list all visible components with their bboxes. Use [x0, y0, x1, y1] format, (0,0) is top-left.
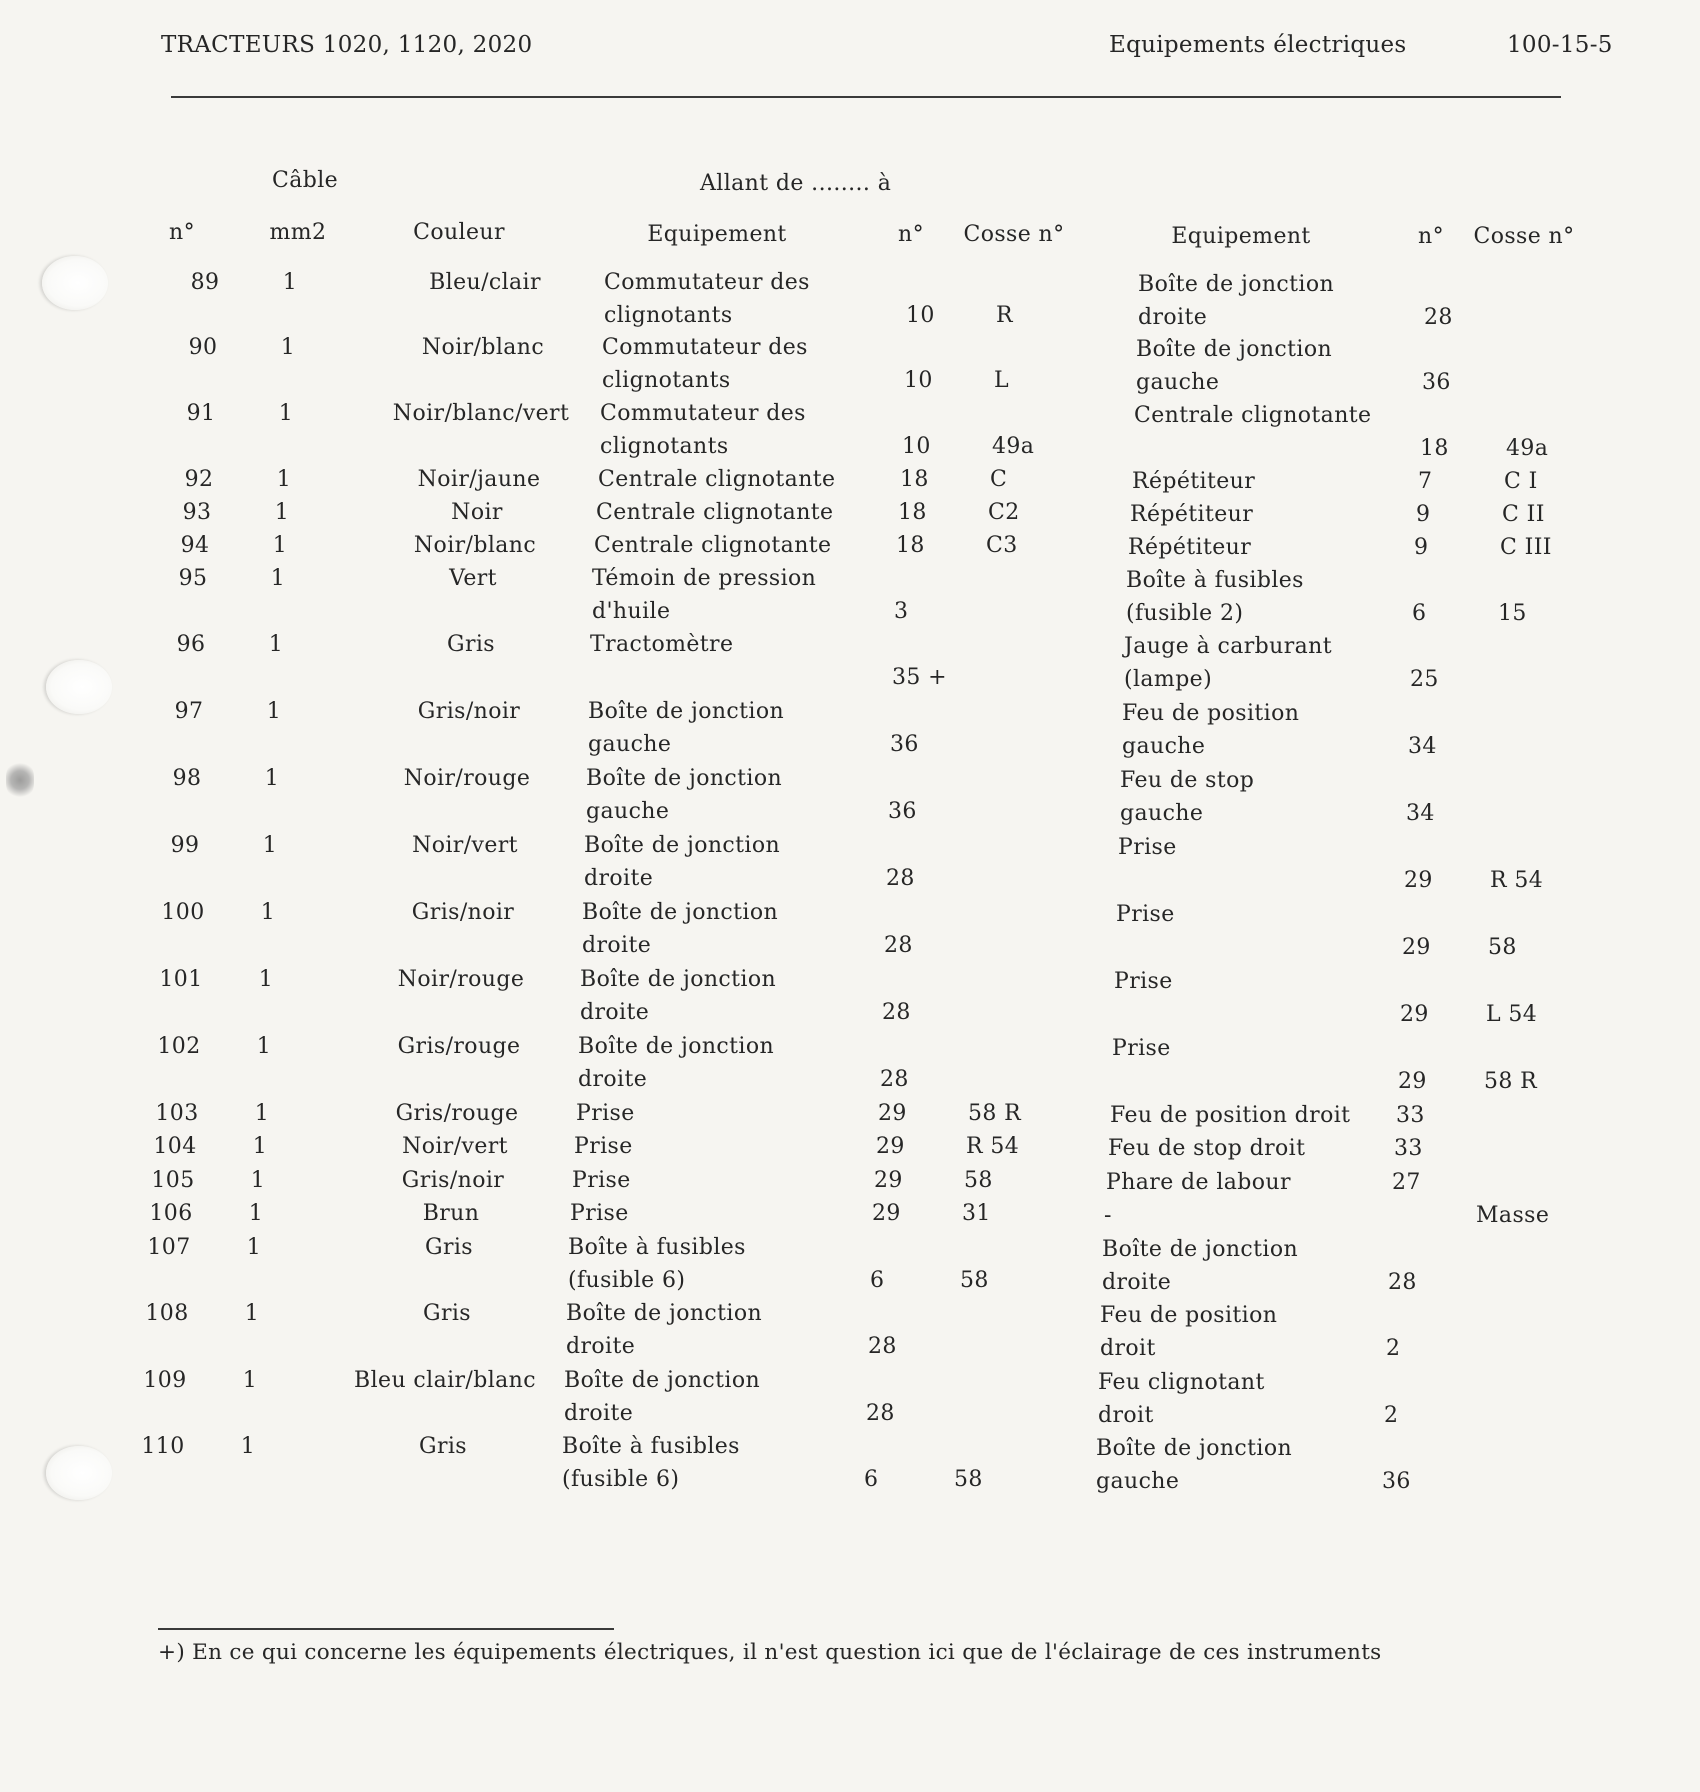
cell-equipement-from: gauche: [586, 799, 670, 824]
cell-no-from: 28: [868, 1334, 897, 1359]
cell-couleur: Noir/blanc/vert: [392, 401, 570, 426]
cell-equipement-to: droit: [1098, 1403, 1154, 1428]
cell-couleur: Gris: [418, 1434, 468, 1459]
cell-no-to: 2: [1386, 1336, 1401, 1361]
cell-equipement-from: d'huile: [592, 599, 671, 624]
cell-mm2: 1: [248, 1201, 264, 1226]
cell-equipement-from: Boîte de jonction: [566, 1301, 763, 1326]
cell-no-from: 35 +: [892, 665, 948, 690]
cell-equipement-from: Prise: [570, 1201, 629, 1226]
cell-equipement-from: Boîte à fusibles: [568, 1235, 746, 1260]
cell-equipement-from: Boîte de jonction: [580, 967, 777, 992]
cell-wire-no: 108: [145, 1301, 189, 1326]
cell-no-to: 33: [1396, 1103, 1425, 1128]
cell-wire-no: 91: [186, 401, 216, 426]
cell-wire-no: 90: [188, 335, 218, 360]
cell-cosse-from: 49a: [992, 434, 1035, 459]
cell-equipement-from: Centrale clignotante: [594, 533, 832, 558]
cell-couleur: Gris: [424, 1235, 474, 1260]
cell-equipement-to: Jauge à carburant: [1124, 634, 1332, 659]
cell-cosse-from: 31: [962, 1201, 991, 1226]
cell-equipement-from: Commutateur des: [600, 401, 806, 426]
footnote: +) En ce qui concerne les équipements électriques, il n'est question ici que de l'éclairage de ces instruments: [158, 1640, 1382, 1665]
cell-wire-no: 102: [157, 1034, 201, 1059]
cell-equipement-from: (fusible 6): [568, 1268, 686, 1293]
cell-cosse-to: Masse: [1476, 1203, 1550, 1228]
cell-wire-no: 93: [182, 500, 212, 525]
footnote-rule: [158, 1628, 614, 1630]
cell-cosse-from: 58: [954, 1467, 983, 1492]
cell-equipement-to: Prise: [1114, 969, 1173, 994]
cell-no-from: 18: [896, 533, 925, 558]
cell-equipement-from: Centrale clignotante: [596, 500, 834, 525]
cell-equipement-from: Boîte à fusibles: [562, 1434, 740, 1459]
cell-equipement-to: Feu de position: [1122, 701, 1300, 726]
cell-no-to: 6: [1412, 601, 1427, 626]
cell-wire-no: 104: [153, 1134, 197, 1159]
cell-no-from: 18: [898, 500, 927, 525]
cell-cosse-from: R 54: [966, 1134, 1020, 1159]
cell-couleur: Gris: [446, 632, 496, 657]
cell-equipement-to: gauche: [1120, 801, 1204, 826]
col-header-cosse-from: Cosse n°: [963, 222, 1065, 247]
cell-mm2: 1: [258, 967, 274, 992]
cell-no-from: 28: [882, 1000, 911, 1025]
cell-cosse-to: 15: [1498, 601, 1527, 626]
cell-no-to: 28: [1388, 1270, 1417, 1295]
cell-equipement-to: Boîte de jonction: [1096, 1436, 1293, 1461]
cell-cosse-to: C II: [1502, 502, 1545, 527]
col-header-equipement-to: Equipement: [1171, 224, 1311, 249]
cell-no-to: 25: [1410, 667, 1439, 692]
cell-equipement-from: Prise: [574, 1134, 633, 1159]
cell-couleur: Noir: [451, 500, 503, 525]
cell-equipement-to: Feu de stop droit: [1108, 1136, 1306, 1161]
cell-no-to: 29: [1400, 1002, 1429, 1027]
cell-couleur: Gris/rouge: [397, 1034, 521, 1059]
cell-equipement-from: Boîte de jonction: [588, 699, 785, 724]
cell-equipement-to: Répétiteur: [1128, 535, 1252, 560]
cell-couleur: Vert: [449, 566, 497, 591]
cell-equipement-to: Boîte de jonction: [1138, 272, 1335, 297]
cell-mm2: 1: [280, 335, 296, 360]
punch-hole: [46, 660, 112, 714]
cell-mm2: 1: [266, 699, 282, 724]
cell-cosse-to: C III: [1500, 535, 1552, 560]
cell-cosse-from: C2: [988, 500, 1020, 525]
cell-equipement-from: Boîte de jonction: [586, 766, 783, 791]
cell-no-from: 29: [874, 1168, 903, 1193]
cell-couleur: Noir/vert: [412, 833, 518, 858]
cell-no-from: 3: [894, 599, 909, 624]
cell-no-to: 28: [1424, 305, 1453, 330]
cell-mm2: 1: [252, 1134, 268, 1159]
header-section: Equipements électriques: [1109, 32, 1407, 58]
cell-mm2: 1: [282, 270, 298, 295]
cell-equipement-from: Boîte de jonction: [582, 900, 779, 925]
punch-hole: [46, 1446, 112, 1500]
cell-equipement-from: gauche: [588, 732, 672, 757]
col-header-no-to: n°: [1418, 224, 1444, 249]
cell-cosse-to: 58: [1488, 935, 1517, 960]
cell-mm2: 1: [254, 1101, 270, 1126]
cell-no-from: 29: [876, 1134, 905, 1159]
cell-couleur: Noir/vert: [402, 1134, 508, 1159]
cell-cosse-from: C3: [986, 533, 1018, 558]
cable-heading: Câble: [272, 168, 339, 193]
cell-mm2: 1: [276, 467, 292, 492]
cell-equipement-from: Boîte de jonction: [584, 833, 781, 858]
cell-mm2: 1: [270, 566, 286, 591]
cell-cosse-to: R 54: [1490, 868, 1544, 893]
cell-no-to: 7: [1418, 469, 1433, 494]
cell-no-to: 36: [1422, 370, 1451, 395]
header-page-number: 100-15-5: [1507, 32, 1613, 58]
cell-equipement-to: Feu clignotant: [1098, 1370, 1265, 1395]
cell-cosse-from: R: [996, 303, 1013, 328]
cell-equipement-from: clignotants: [602, 368, 731, 393]
cell-no-from: 28: [866, 1401, 895, 1426]
cell-equipement-from: clignotants: [600, 434, 729, 459]
cell-mm2: 1: [272, 533, 288, 558]
cell-no-from: 28: [886, 866, 915, 891]
cell-wire-no: 103: [155, 1101, 199, 1126]
cell-equipement-to: Prise: [1118, 835, 1177, 860]
cell-equipement-to: Boîte à fusibles: [1126, 568, 1304, 593]
col-header-equipement-from: Equipement: [647, 222, 787, 247]
cell-no-from: 6: [870, 1268, 885, 1293]
cell-wire-no: 95: [178, 566, 208, 591]
cell-mm2: 1: [278, 401, 294, 426]
cell-couleur: Noir/rouge: [403, 766, 531, 791]
cell-no-from: 29: [872, 1201, 901, 1226]
cell-equipement-from: clignotants: [604, 303, 733, 328]
cell-equipement-to: droite: [1138, 305, 1208, 330]
cell-mm2: 1: [264, 766, 280, 791]
cell-no-from: 10: [906, 303, 935, 328]
cell-no-to: 27: [1392, 1170, 1421, 1195]
cell-equipement-to: (lampe): [1124, 667, 1213, 692]
cell-equipement-from: droite: [578, 1067, 648, 1092]
cell-wire-no: 105: [151, 1168, 195, 1193]
cell-no-to: 34: [1408, 734, 1437, 759]
cell-couleur: Noir/jaune: [417, 467, 541, 492]
cell-equipement-from: Commutateur des: [604, 270, 810, 295]
cell-mm2: 1: [262, 833, 278, 858]
cell-cosse-from: 58 R: [968, 1101, 1022, 1126]
cell-no-to: 34: [1406, 801, 1435, 826]
cell-no-to: 9: [1416, 502, 1431, 527]
cell-wire-no: 99: [170, 833, 200, 858]
cell-couleur: Gris/noir: [401, 1168, 505, 1193]
cell-no-from: 36: [890, 732, 919, 757]
allant-heading: Allant de ........ à: [700, 171, 892, 196]
cell-couleur: Noir/blanc: [413, 533, 537, 558]
cell-cosse-to: C I: [1504, 469, 1538, 494]
cell-couleur: Gris/rouge: [395, 1101, 519, 1126]
cell-equipement-from: Tractomètre: [590, 632, 734, 657]
cell-equipement-to: Feu de stop: [1120, 768, 1255, 793]
cell-cosse-to: L 54: [1486, 1002, 1538, 1027]
cell-no-from: 10: [904, 368, 933, 393]
cell-couleur: Gris/noir: [411, 900, 515, 925]
cell-equipement-from: droite: [564, 1401, 634, 1426]
cell-wire-no: 101: [159, 967, 203, 992]
cell-equipement-to: Centrale clignotante: [1134, 403, 1372, 428]
cell-mm2: 1: [250, 1168, 266, 1193]
cell-equipement-from: Prise: [576, 1101, 635, 1126]
cell-wire-no: 100: [161, 900, 205, 925]
punch-hole: [42, 256, 108, 310]
cell-no-to: 29: [1404, 868, 1433, 893]
cell-equipement-to: -: [1104, 1203, 1112, 1228]
cell-cosse-from: 58: [964, 1168, 993, 1193]
cell-equipement-to: Prise: [1116, 902, 1175, 927]
cell-no-from: 6: [864, 1467, 879, 1492]
cell-no-from: 36: [888, 799, 917, 824]
col-header-no-from: n°: [898, 222, 924, 247]
col-header-no: n°: [169, 220, 195, 245]
header-title: TRACTEURS 1020, 1120, 2020: [161, 32, 533, 58]
cell-wire-no: 96: [176, 632, 206, 657]
cell-wire-no: 89: [190, 270, 220, 295]
cell-no-from: 10: [902, 434, 931, 459]
cell-equipement-from: droite: [582, 933, 652, 958]
cell-equipement-to: droite: [1102, 1270, 1172, 1295]
cell-equipement-from: Prise: [572, 1168, 631, 1193]
cell-couleur: Noir/blanc: [421, 335, 545, 360]
cell-equipement-to: Feu de position: [1100, 1303, 1278, 1328]
cell-wire-no: 92: [184, 467, 214, 492]
cell-wire-no: 97: [174, 699, 204, 724]
cell-equipement-from: Témoin de pression: [592, 566, 817, 591]
cell-mm2: 1: [268, 632, 284, 657]
cell-no-to: 9: [1414, 535, 1429, 560]
cell-equipement-to: (fusible 2): [1126, 601, 1244, 626]
cell-mm2: 1: [240, 1434, 256, 1459]
cell-couleur: Brun: [422, 1201, 480, 1226]
cell-mm2: 1: [256, 1034, 272, 1059]
cell-equipement-to: Boîte de jonction: [1102, 1237, 1299, 1262]
cell-cosse-from: 58: [960, 1268, 989, 1293]
col-header-mm2: mm2: [269, 220, 327, 245]
cell-couleur: Bleu clair/blanc: [354, 1368, 536, 1393]
cell-couleur: Gris: [422, 1301, 472, 1326]
cell-equipement-to: Répétiteur: [1132, 469, 1256, 494]
cell-mm2: 1: [246, 1235, 262, 1260]
cell-wire-no: 109: [143, 1368, 187, 1393]
cell-mm2: 1: [260, 900, 276, 925]
col-header-couleur: Couleur: [413, 220, 505, 245]
cell-wire-no: 107: [147, 1235, 191, 1260]
cell-wire-no: 110: [141, 1434, 185, 1459]
cell-no-from: 29: [878, 1101, 907, 1126]
cell-couleur: Bleu/clair: [429, 270, 541, 295]
cell-equipement-to: Boîte de jonction: [1136, 337, 1333, 362]
cell-no-to: 29: [1402, 935, 1431, 960]
cell-cosse-from: C: [990, 467, 1008, 492]
cell-equipement-from: Centrale clignotante: [598, 467, 836, 492]
cell-no-from: 18: [900, 467, 929, 492]
ink-smudge: [6, 762, 34, 798]
cell-equipement-to: gauche: [1096, 1469, 1180, 1494]
cell-equipement-to: Phare de labour: [1106, 1170, 1291, 1195]
cell-no-from: 28: [884, 933, 913, 958]
cell-cosse-to: 58 R: [1484, 1069, 1538, 1094]
cell-equipement-from: (fusible 6): [562, 1467, 680, 1492]
cell-cosse-to: 49a: [1506, 436, 1549, 461]
cell-mm2: 1: [274, 500, 290, 525]
cell-mm2: 1: [242, 1368, 258, 1393]
cell-equipement-from: droite: [584, 866, 654, 891]
cell-no-from: 28: [880, 1067, 909, 1092]
cell-wire-no: 106: [149, 1201, 193, 1226]
cell-equipement-from: droite: [566, 1334, 636, 1359]
cell-mm2: 1: [244, 1301, 260, 1326]
cell-wire-no: 98: [172, 766, 202, 791]
cell-cosse-from: L: [994, 368, 1010, 393]
cell-equipement-to: gauche: [1122, 734, 1206, 759]
cell-equipement-from: droite: [580, 1000, 650, 1025]
cell-no-to: 29: [1398, 1069, 1427, 1094]
cell-no-to: 18: [1420, 436, 1449, 461]
cell-no-to: 36: [1382, 1469, 1411, 1494]
cell-equipement-from: Commutateur des: [602, 335, 808, 360]
cell-equipement-to: gauche: [1136, 370, 1220, 395]
cell-equipement-from: Boîte de jonction: [564, 1368, 761, 1393]
cell-equipement-to: droit: [1100, 1336, 1156, 1361]
cell-no-to: 2: [1384, 1403, 1399, 1428]
cell-wire-no: 94: [180, 533, 210, 558]
header-rule: [171, 96, 1561, 98]
cell-equipement-to: Feu de position droit: [1110, 1103, 1351, 1128]
cell-couleur: Noir/rouge: [397, 967, 525, 992]
cell-couleur: Gris/noir: [417, 699, 521, 724]
cell-no-to: 33: [1394, 1136, 1423, 1161]
cell-equipement-to: Prise: [1112, 1036, 1171, 1061]
cell-equipement-to: Répétiteur: [1130, 502, 1254, 527]
cell-equipement-from: Boîte de jonction: [578, 1034, 775, 1059]
col-header-cosse-to: Cosse n°: [1473, 224, 1575, 249]
